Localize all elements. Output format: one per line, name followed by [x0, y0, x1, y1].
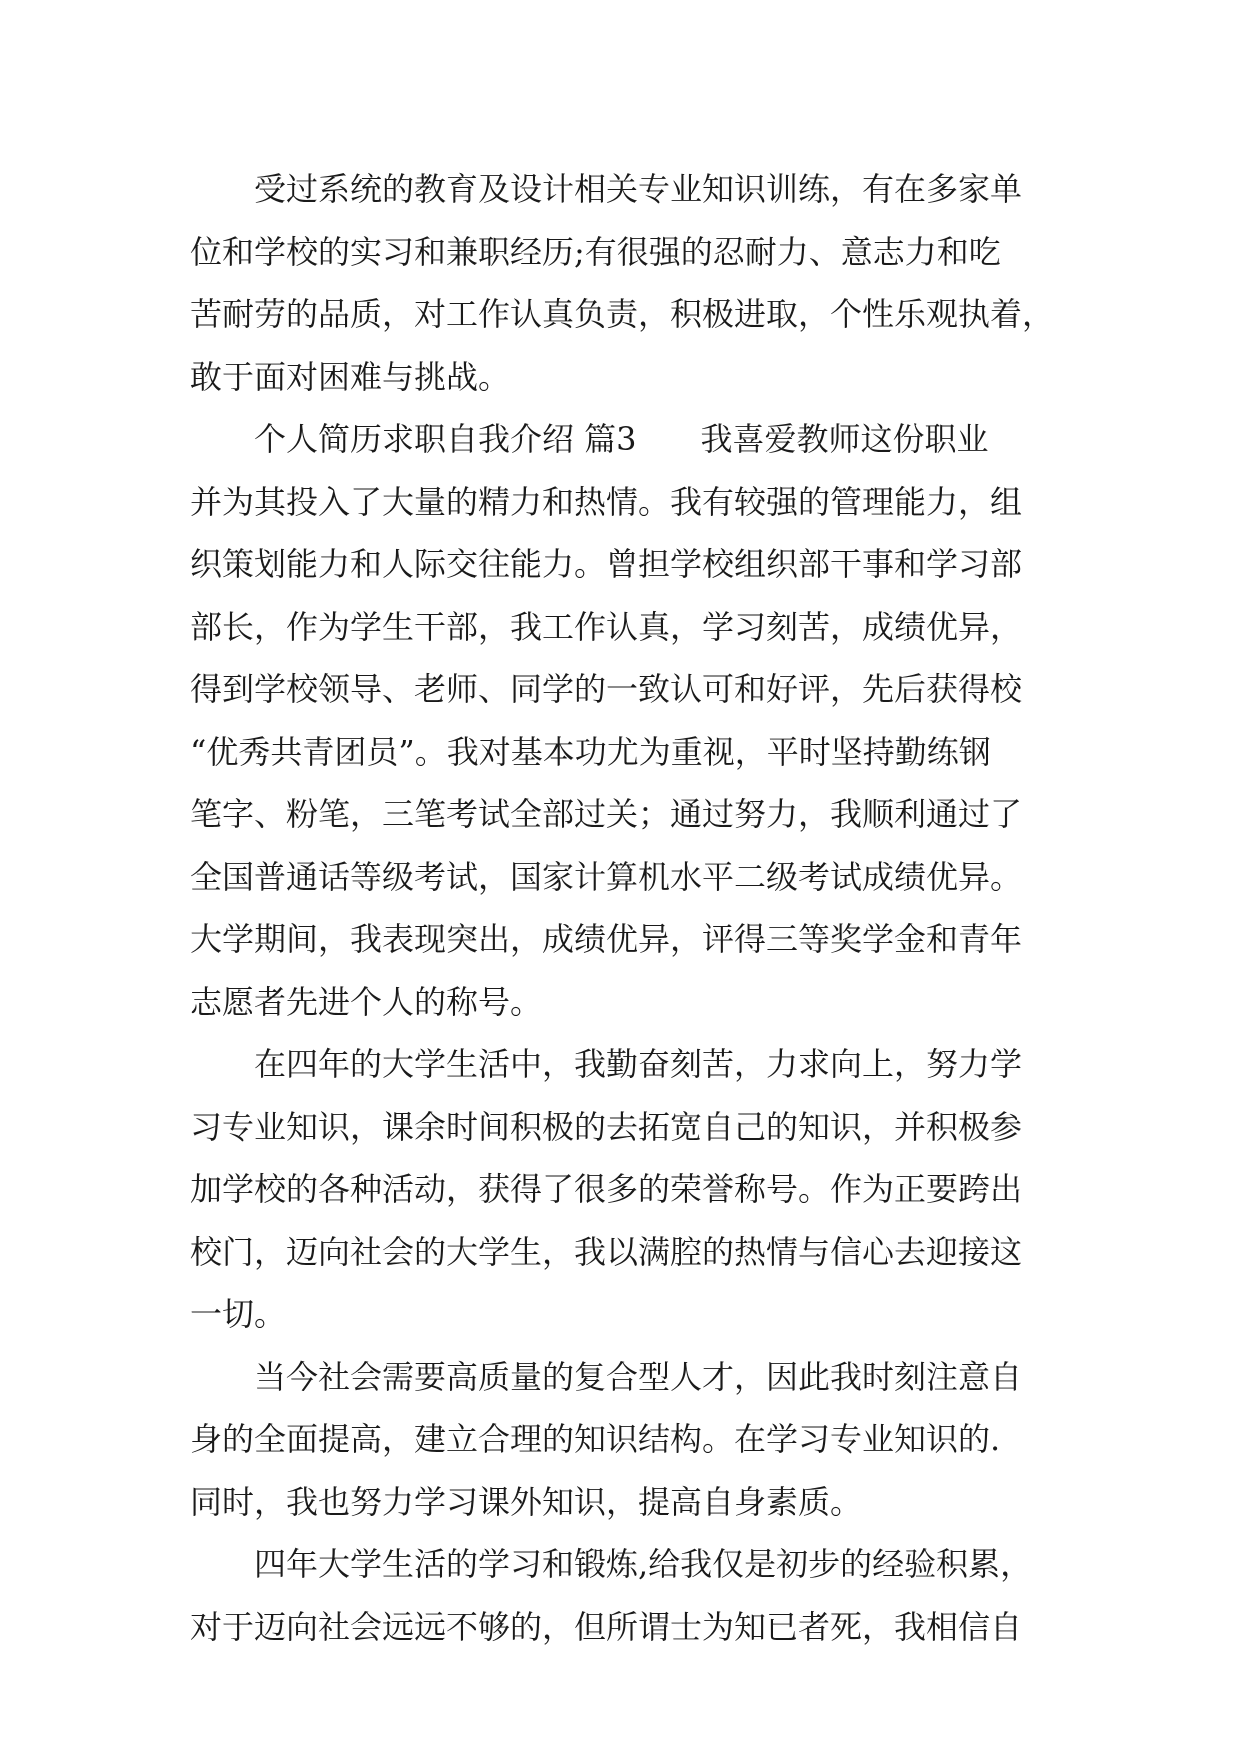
text-line: 部长，作为学生干部，我工作认真，学习刻苦，成绩优异， [190, 607, 1023, 646]
text-line: 加学校的各种活动，获得了很多的荣誉称号。作为正要跨出 [190, 1170, 1023, 1208]
text-line: 对于迈向社会远远不够的，但所谓士为知已者死，我相信自 [190, 1607, 1023, 1646]
text-line: 同时，我也努力学习课外知识，提高自身素质。 [190, 1482, 863, 1521]
text-line: 志愿者先进个人的称号。 [190, 982, 543, 1021]
text-line: 笔字、粉笔，三笔考试全部过关；通过努力，我顺利通过了 [190, 795, 1023, 833]
text-line: 身的全面提高，建立合理的知识结构。在学习专业知识的. [190, 1420, 1001, 1458]
text-line: 织策划能力和人际交往能力。曾担学校组织部干事和学习部 [190, 545, 1023, 583]
text-line: 苦耐劳的品质，对工作认真负责，积极进取，个性乐观执着， [190, 295, 1055, 333]
text-line: “优秀共青团员”。我对基本功尤为重视，平时坚持勤练钢 [190, 732, 991, 771]
text-line: 当今社会需要高质量的复合型人才，因此我时刻注意自 [254, 1357, 1023, 1396]
section-heading-line: 个人简历求职自我介绍 篇3 我喜爱教师这份职业 [254, 420, 989, 458]
text-line: 在四年的大学生活中，我勤奋刻苦，力求向上，努力学 [254, 1045, 1023, 1083]
text-line: 位和学校的实习和兼职经历;有很强的忍耐力、意志力和吃 [190, 232, 1001, 271]
text-line: 受过系统的教育及设计相关专业知识训练，有在多家单 [254, 170, 1023, 208]
body-text [190, 158, 1055, 1658]
text-line: 敢于面对困难与挑战。 [190, 357, 511, 396]
text-line: 习专业知识，课余时间积极的去拓宽自己的知识，并积极参 [190, 1107, 1023, 1146]
text-line: 一切。 [190, 1295, 287, 1333]
text-line: 大学期间，我表现突出，成绩优异，评得三等奖学金和青年 [190, 920, 1023, 958]
text-line: 全国普通话等级考试，国家计算机水平二级考试成绩优异。 [190, 857, 1023, 896]
text-line: 并为其投入了大量的精力和热情。我有较强的管理能力，组 [190, 482, 1023, 521]
text-line: 四年大学生活的学习和锻炼,给我仅是初步的经验积累， [254, 1545, 1033, 1583]
text-line: 得到学校领导、老师、同学的一致认可和好评，先后获得校 [190, 670, 1023, 708]
text-line: 校门，迈向社会的大学生，我以满腔的热情与信心去迎接这 [190, 1232, 1023, 1271]
